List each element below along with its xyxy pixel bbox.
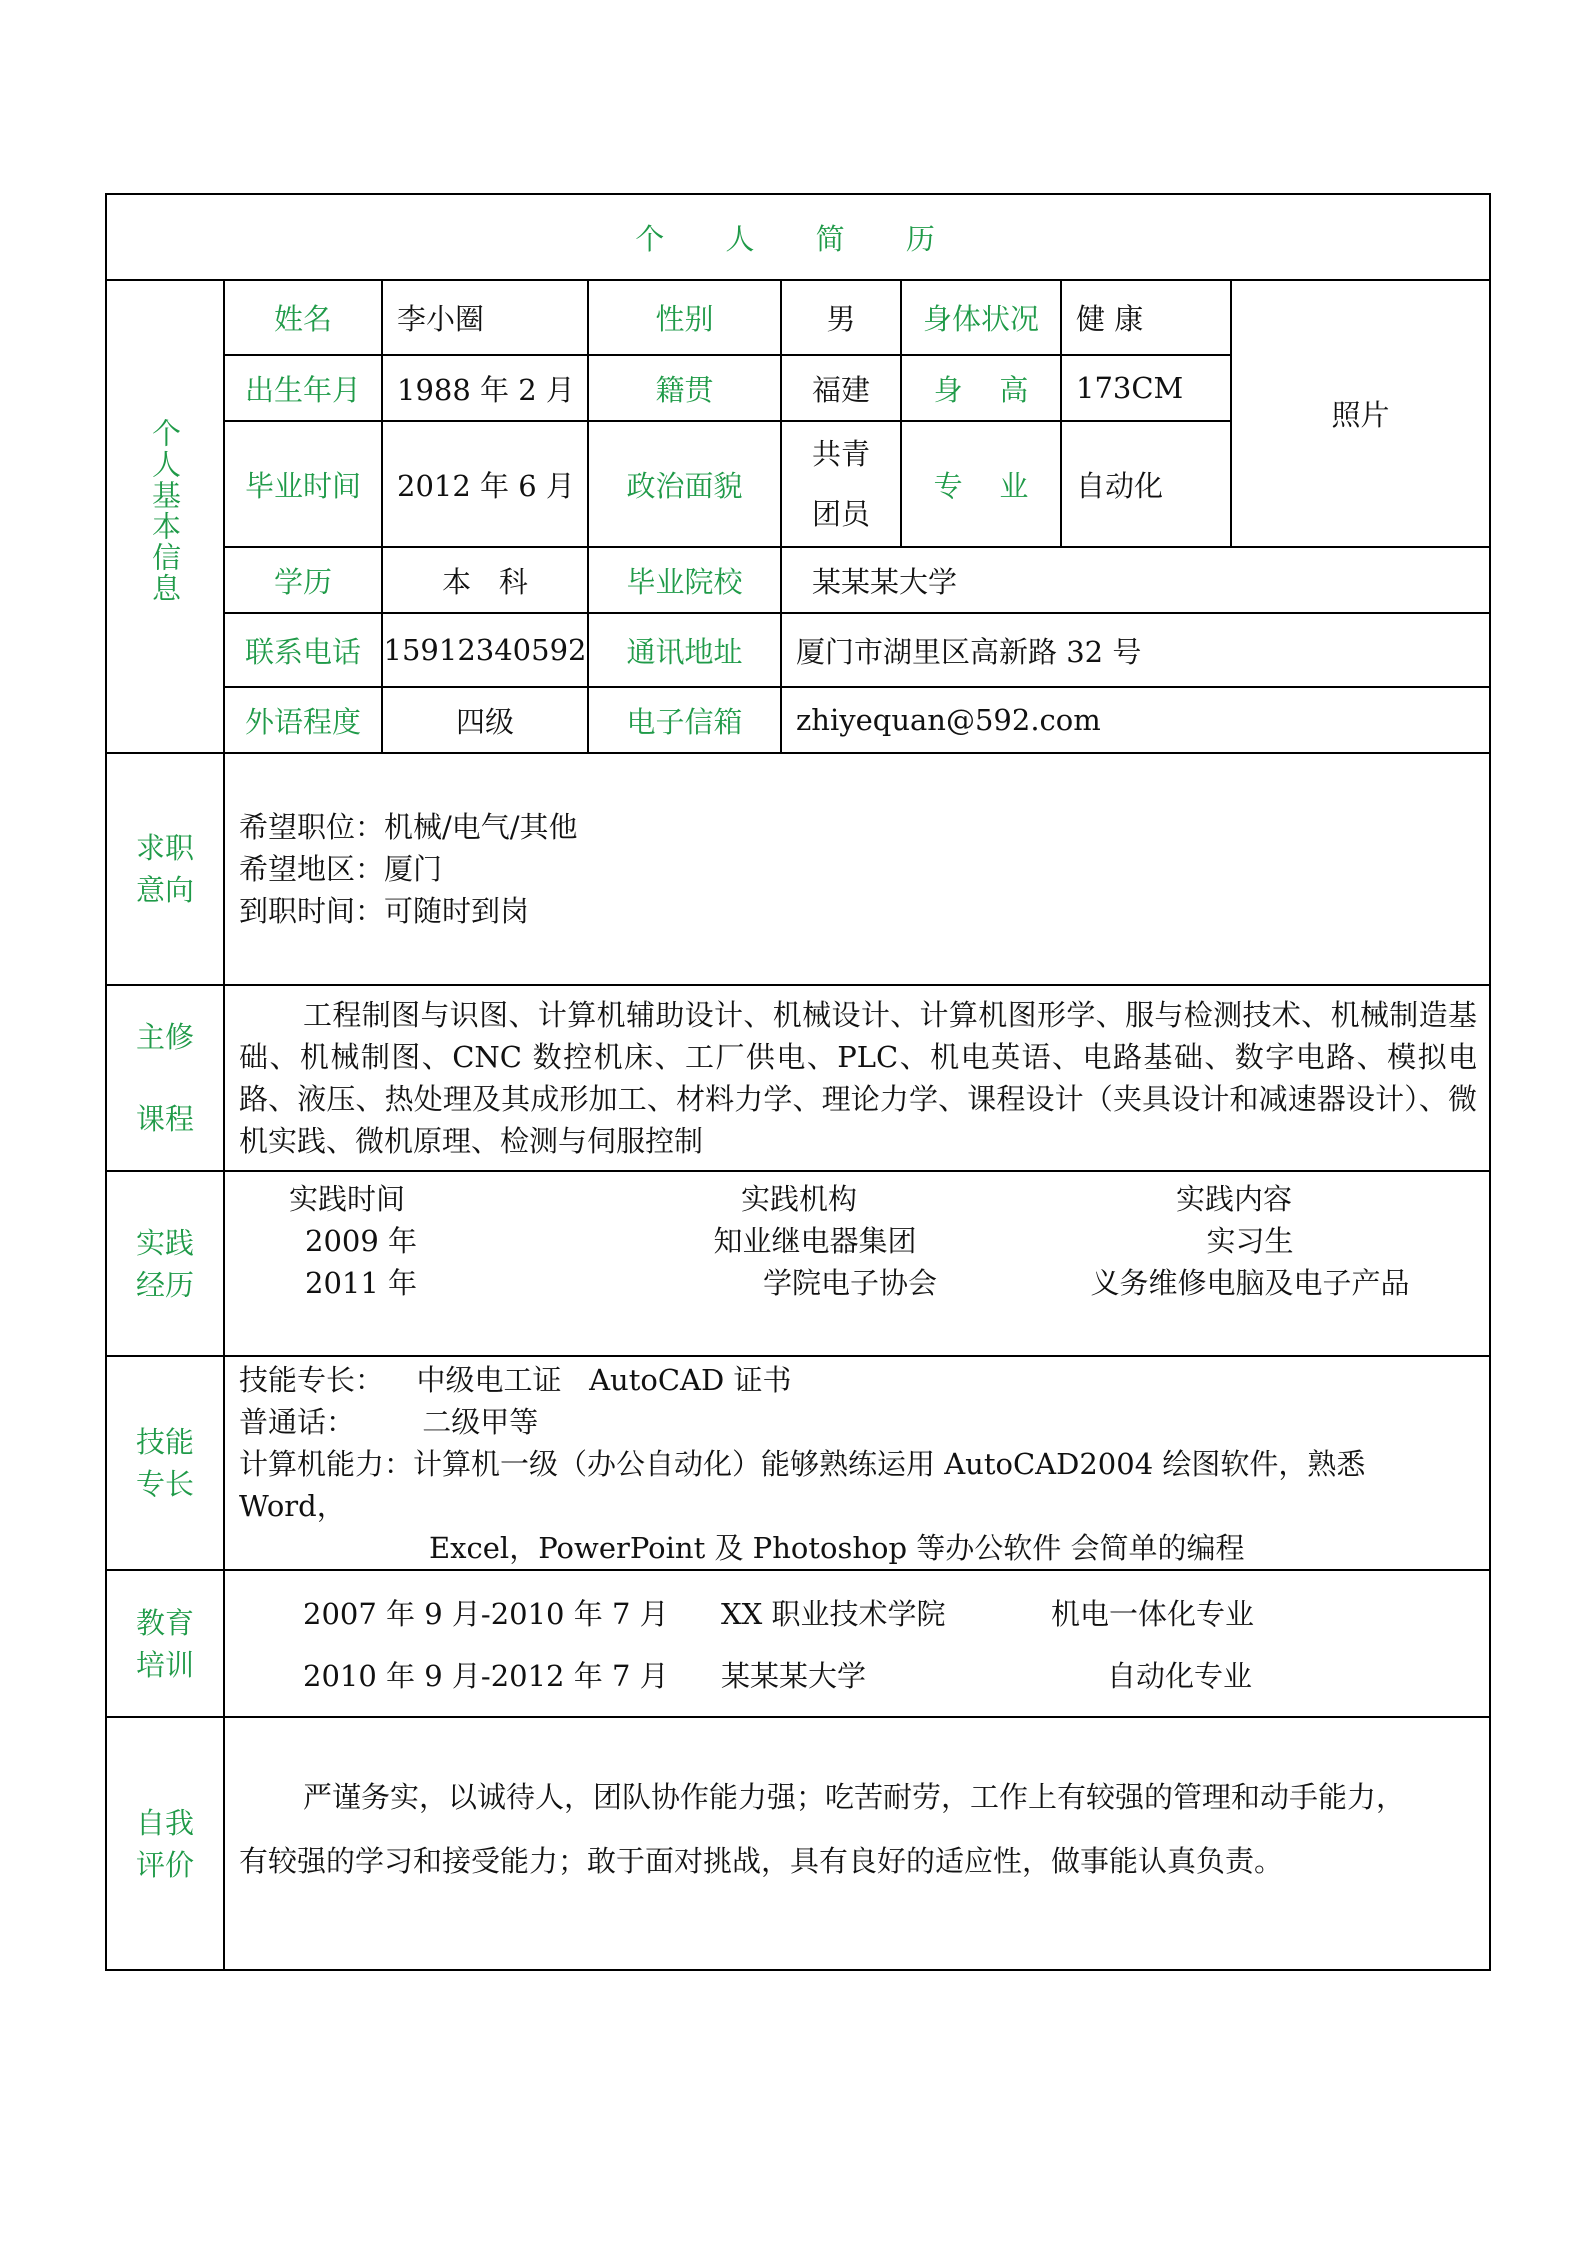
origin-label: 籍贯 (588, 355, 781, 421)
grad-time-label: 毕业时间 (224, 421, 382, 547)
practice-row: 2011 年 学院电子协会 义务维修电脑及电子产品 (305, 1266, 1410, 1300)
email-label: 电子信箱 (588, 687, 781, 753)
intent-content (224, 753, 1490, 985)
courses-text: 工程制图与识图、计算机辅助设计、机械设计、计算机图形学、服与检测技术、机械制造基础、机械制图、CNC 数控机床、工厂供电、PLC、机电英语、电路基础、数字电路、模拟电路、液压、热处理及其成形加工、材料力学、理论力学、课程设计（夹具设计和减速器设计）、微机实践、微机原理、检测与伺服控制 (224, 985, 1490, 1171)
education-section-label: 教育 培训 (106, 1570, 224, 1717)
self-eval-section-label: 自我 评价 (106, 1717, 224, 1970)
basic-info-section-label: 个人基本信息 (106, 280, 224, 753)
skills-computer: 计算机能力：计算机一级（办公自动化）能够熟练运用 AutoCAD2004 绘图软件，熟悉 Word， (239, 1447, 1366, 1523)
address-label: 通讯地址 (588, 613, 781, 687)
degree-label: 学历 (224, 547, 382, 613)
gender-value: 男 (781, 280, 901, 355)
intent-location: 希望地区：厦门 (239, 852, 443, 886)
skills-cert: 技能专长： 中级电工证 AutoCAD 证书 (239, 1363, 792, 1397)
skills-section-label: 技能 专长 (106, 1356, 224, 1570)
name-label: 姓名 (224, 280, 382, 355)
skills-computer-cont: Excel，PowerPoint 及 Photoshop 等办公软件 会简单的编程 (429, 1531, 1245, 1565)
education-row: 2010 年 9 月-2012 年 7 月 某某某大学 自动化专业 (303, 1659, 1253, 1693)
origin-value: 福建 (781, 355, 901, 421)
courses-section-label: 主修 课程 (106, 985, 224, 1171)
self-eval-line: 有较强的学习和接受能力；敢于面对挑战，具有良好的适应性，做事能认真负责。 (239, 1843, 1284, 1878)
practice-content (224, 1171, 1490, 1356)
phone-label: 联系电话 (224, 613, 382, 687)
language-value: 四级 (382, 687, 588, 753)
major-value: 自动化 (1061, 421, 1231, 547)
gender-label: 性别 (588, 280, 781, 355)
political-label: 政治面貌 (588, 421, 781, 547)
height-label: 身 高 (901, 355, 1061, 421)
health-label: 身体状况 (901, 280, 1061, 355)
intent-section-label: 求职 意向 (106, 753, 224, 985)
practice-header: 实践时间 实践机构 实践内容 (289, 1182, 1292, 1216)
intent-position: 希望职位：机械/电气/其他 (239, 810, 578, 844)
health-value: 健 康 (1061, 280, 1231, 355)
practice-section-label: 实践 经历 (106, 1171, 224, 1356)
education-row: 2007 年 9 月-2010 年 7 月 XX 职业技术学院 机电一体化专业 (303, 1597, 1255, 1631)
education-content (224, 1570, 1490, 1717)
school-value: 某某某大学 (781, 547, 1490, 613)
practice-row: 2009 年 知业继电器集团 实习生 (305, 1224, 1294, 1258)
degree-value: 本 科 (382, 547, 588, 613)
skills-content (224, 1356, 1490, 1570)
resume-sheet (105, 193, 1489, 1971)
phone-value: 15912340592 (382, 613, 588, 687)
intent-start-time: 到职时间：可随时到岗 (239, 894, 530, 928)
language-label: 外语程度 (224, 687, 382, 753)
political-value: 共青团员 (781, 421, 901, 547)
major-label: 专 业 (901, 421, 1061, 547)
school-label: 毕业院校 (588, 547, 781, 613)
birth-label: 出生年月 (224, 355, 382, 421)
skills-mandarin: 普通话： 二级甲等 (239, 1405, 539, 1439)
birth-value: 1988 年 2 月 (382, 355, 588, 421)
page-title: 个 人 简 历 (106, 194, 1490, 280)
self-eval-line: 严谨务实，以诚待人，团队协作能力强；吃苦耐劳，工作上有较强的管理和动手能力， (303, 1779, 1406, 1814)
self-eval-content (224, 1717, 1490, 1970)
resume-table (105, 193, 1491, 1971)
photo-placeholder: 照片 (1231, 280, 1490, 547)
height-value: 173CM (1061, 355, 1231, 421)
grad-time-value: 2012 年 6 月 (382, 421, 588, 547)
name-value: 李小圈 (382, 280, 588, 355)
email-value: zhiyequan@592.com (781, 687, 1490, 753)
address-value: 厦门市湖里区高新路 32 号 (781, 613, 1490, 687)
